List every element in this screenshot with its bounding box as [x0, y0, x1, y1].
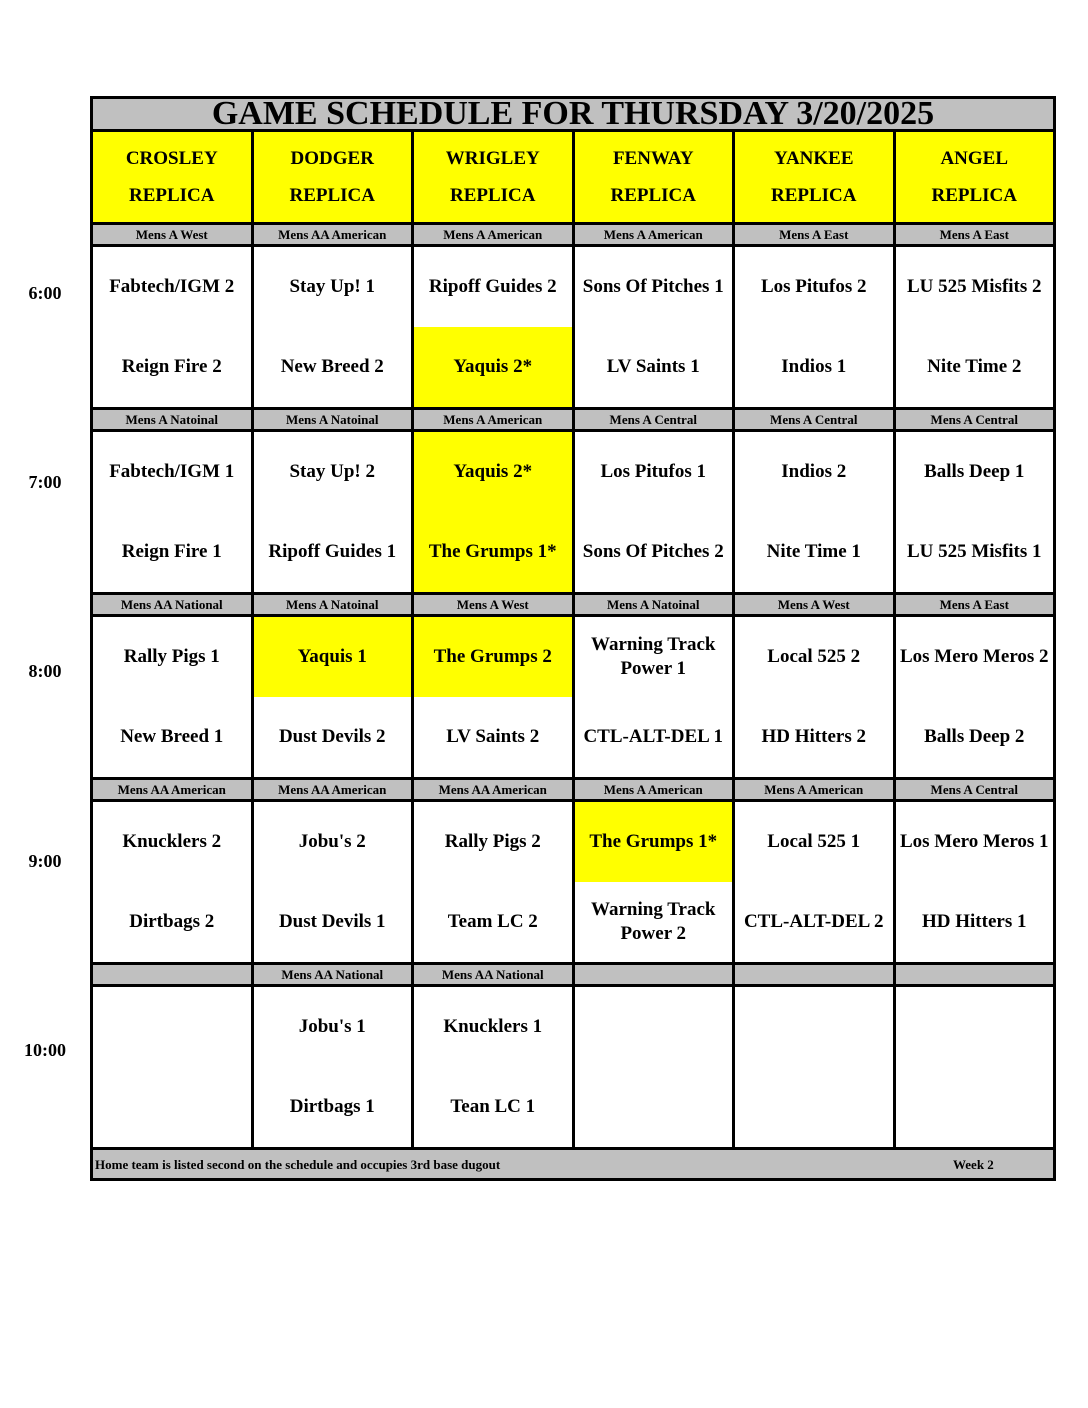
division-label: Mens A Natoinal	[252, 409, 413, 431]
home-team: New Breed 2	[280, 356, 384, 377]
away-team: Los Pitufos 2	[760, 276, 867, 297]
division-label: Mens AA National	[413, 964, 574, 986]
away-team: Balls Deep 1	[924, 461, 1025, 482]
away-team: Jobu's 2	[298, 831, 366, 852]
game-cell	[734, 801, 895, 964]
home-team: Ripoff Guides 1	[268, 541, 397, 562]
week-label: Week 2	[953, 1157, 994, 1172]
division-label	[734, 964, 895, 986]
game-cell	[413, 616, 574, 779]
game-row	[92, 616, 1055, 779]
home-team: Team LC 2	[447, 911, 538, 932]
division-row	[92, 594, 1055, 616]
away-team: Yaquis 1	[254, 617, 412, 697]
away-team: Los Mero Meros 1	[899, 831, 1049, 852]
home-team	[575, 1067, 733, 1147]
division-label: Mens A Central	[894, 409, 1055, 431]
division-label: Mens A West	[413, 594, 574, 616]
game-cell	[734, 986, 895, 1149]
game-cell	[413, 246, 574, 409]
game-cell	[734, 431, 895, 594]
home-team: Dirtbags 1	[289, 1096, 375, 1117]
away-team: Rally Pigs 2	[444, 831, 541, 852]
division-label: Mens A American	[413, 224, 574, 246]
division-label: Mens AA American	[92, 779, 253, 801]
away-team: Los Mero Meros 2	[899, 646, 1049, 667]
away-team: Stay Up! 1	[289, 276, 375, 297]
home-team: HD Hitters 2	[761, 726, 866, 747]
division-label: Mens A Central	[894, 779, 1055, 801]
away-team: Yaquis 2*	[414, 432, 572, 512]
away-team: Stay Up! 2	[289, 461, 375, 482]
home-team: Nite Time 2	[927, 356, 1022, 377]
home-team: Dust Devils 1	[278, 911, 386, 932]
field-type: REPLICA	[931, 185, 1017, 206]
home-team: Balls Deep 2	[924, 726, 1025, 747]
game-cell	[92, 246, 253, 409]
time-column	[0, 0, 90, 1408]
away-team: Knucklers 2	[122, 831, 222, 852]
game-row	[92, 431, 1055, 594]
division-label: Mens AA National	[252, 964, 413, 986]
game-cell	[92, 616, 253, 779]
game-cell	[573, 986, 734, 1149]
away-team: Sons Of Pitches 1	[582, 276, 724, 297]
time-label: 6:00	[28, 283, 62, 303]
away-team: Fabtech/IGM 1	[109, 461, 235, 482]
field-header	[252, 131, 413, 224]
home-team: Indios 1	[781, 356, 847, 377]
game-cell	[413, 801, 574, 964]
game-row	[92, 246, 1055, 409]
division-label: Mens A East	[734, 224, 895, 246]
division-label: Mens A Natoinal	[92, 409, 253, 431]
home-team: New Breed 1	[120, 726, 224, 747]
time-label: 8:00	[28, 661, 62, 681]
division-label: Mens A American	[573, 224, 734, 246]
game-cell	[894, 246, 1055, 409]
game-cell	[252, 801, 413, 964]
field-name: DODGER	[290, 148, 374, 169]
home-team: Nite Time 1	[766, 541, 861, 562]
division-label: Mens A West	[92, 224, 253, 246]
field-header	[92, 131, 253, 224]
home-team	[735, 1067, 893, 1147]
home-team: Dirtbags 2	[129, 911, 215, 932]
away-team: Los Pitufos 1	[600, 461, 707, 482]
division-row	[92, 779, 1055, 801]
division-label	[894, 964, 1055, 986]
away-team: LU 525 Misfits 2	[906, 276, 1042, 297]
game-cell	[894, 801, 1055, 964]
away-team: Ripoff Guides 2	[428, 276, 557, 297]
division-label: Mens A Central	[734, 409, 895, 431]
footer-note: Home team is listed second on the schedule and occupies 3rd base dugout	[95, 1157, 501, 1172]
game-cell	[894, 986, 1055, 1149]
away-team: Knucklers 1	[443, 1016, 543, 1037]
game-cell	[252, 246, 413, 409]
time-label: 7:00	[28, 472, 62, 492]
division-label: Mens A East	[894, 594, 1055, 616]
away-team: Local 525 2	[767, 646, 861, 667]
home-team: Reign Fire 2	[121, 356, 222, 377]
home-team: CTL-ALT-DEL 2	[743, 911, 884, 932]
time-label: 10:00	[24, 1040, 66, 1060]
page-title: GAME SCHEDULE FOR THURSDAY 3/20/2025	[92, 98, 1055, 131]
game-cell	[894, 431, 1055, 594]
schedule-table	[90, 96, 1056, 1181]
footer-bar	[92, 1149, 1055, 1180]
away-team: Indios 2	[781, 461, 847, 482]
away-team	[896, 987, 1054, 1067]
home-team: Yaquis 2*	[414, 327, 572, 407]
field-type: REPLICA	[610, 185, 696, 206]
field-type: REPLICA	[289, 185, 375, 206]
field-name: FENWAY	[612, 148, 694, 169]
game-cell	[894, 616, 1055, 779]
division-label: Mens A Natoinal	[252, 594, 413, 616]
game-cell	[92, 801, 253, 964]
division-label: Mens A Central	[573, 409, 734, 431]
game-cell	[573, 616, 734, 779]
game-cell	[734, 616, 895, 779]
away-team: The Grumps 2	[414, 617, 572, 697]
division-row	[92, 409, 1055, 431]
division-label: Mens A American	[734, 779, 895, 801]
away-team	[93, 987, 251, 1067]
home-team: HD Hitters 1	[922, 911, 1027, 932]
home-team	[93, 1067, 251, 1147]
home-team: Tean LC 1	[450, 1096, 536, 1117]
game-row	[92, 986, 1055, 1149]
game-cell	[734, 246, 895, 409]
division-row	[92, 224, 1055, 246]
home-team: LV Saints 2	[446, 726, 540, 747]
away-team	[735, 987, 893, 1067]
division-label: Mens A West	[734, 594, 895, 616]
game-cell	[573, 246, 734, 409]
field-header-row	[92, 131, 1055, 224]
home-team: The Grumps 1*	[414, 512, 572, 592]
division-label: Mens AA National	[92, 594, 253, 616]
away-team: Warning Track Power 1	[591, 634, 716, 679]
field-header	[734, 131, 895, 224]
home-team: Dust Devils 2	[278, 726, 386, 747]
field-header	[894, 131, 1055, 224]
division-label: Mens A Natoinal	[573, 594, 734, 616]
home-team: Reign Fire 1	[121, 541, 222, 562]
away-team	[575, 987, 733, 1067]
field-name: CROSLEY	[125, 148, 218, 169]
away-team: The Grumps 1*	[575, 802, 733, 882]
away-team: Rally Pigs 1	[123, 646, 220, 667]
field-name: ANGEL	[940, 148, 1009, 169]
away-team: Jobu's 1	[298, 1016, 366, 1037]
game-cell	[92, 986, 253, 1149]
field-type: REPLICA	[449, 185, 536, 206]
home-team: LV Saints 1	[606, 356, 700, 377]
away-team: Fabtech/IGM 2	[109, 276, 235, 297]
game-cell	[92, 431, 253, 594]
division-label: Mens A East	[894, 224, 1055, 246]
division-label: Mens AA American	[252, 779, 413, 801]
field-name: WRIGLEY	[445, 148, 540, 169]
game-cell	[252, 431, 413, 594]
division-label: Mens AA American	[252, 224, 413, 246]
game-cell	[252, 986, 413, 1149]
home-team	[896, 1067, 1054, 1147]
division-label: Mens A American	[573, 779, 734, 801]
home-team: CTL-ALT-DEL 1	[583, 726, 724, 747]
time-label: 9:00	[28, 851, 62, 871]
division-label: Mens A American	[413, 409, 574, 431]
field-type: REPLICA	[770, 185, 857, 206]
home-team: LU 525 Misfits 1	[906, 541, 1042, 562]
field-header	[573, 131, 734, 224]
division-row	[92, 964, 1055, 986]
home-team: Sons Of Pitches 2	[582, 541, 724, 562]
game-cell	[573, 801, 734, 964]
division-label	[573, 964, 734, 986]
field-header	[413, 131, 574, 224]
game-cell	[413, 431, 574, 594]
away-team: Local 525 1	[767, 831, 861, 852]
game-cell	[573, 431, 734, 594]
field-type: REPLICA	[128, 185, 215, 206]
game-row	[92, 801, 1055, 964]
game-cell	[252, 616, 413, 779]
division-label: Mens AA American	[413, 779, 574, 801]
game-cell	[413, 986, 574, 1149]
field-name: YANKEE	[773, 148, 854, 169]
home-team: Warning Track Power 2	[591, 899, 716, 944]
division-label	[92, 964, 253, 986]
